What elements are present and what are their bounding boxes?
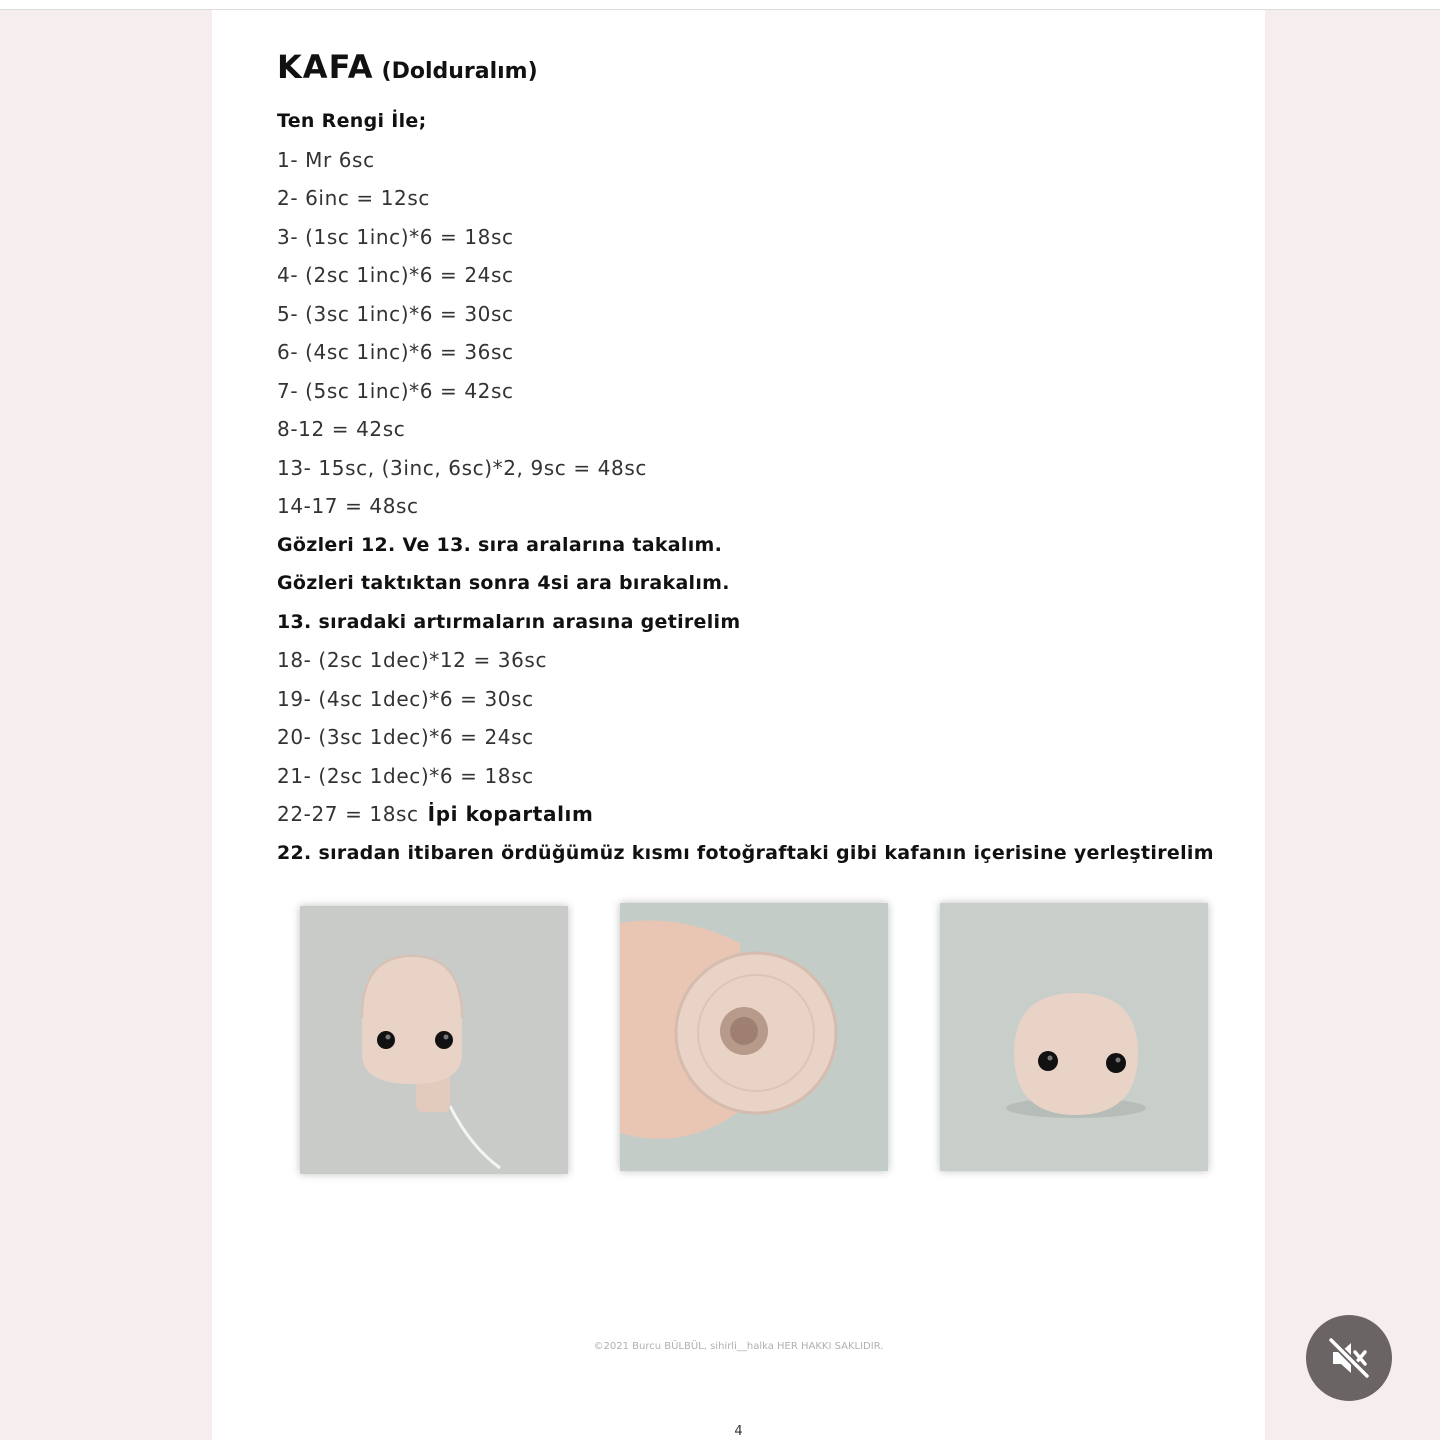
top-divider bbox=[0, 0, 1440, 10]
instruction-line bbox=[277, 526, 1262, 565]
instruction-line bbox=[277, 564, 1262, 603]
instruction-line bbox=[277, 295, 1262, 334]
instruction-line bbox=[277, 333, 1262, 372]
speaker-muted-icon bbox=[1327, 1336, 1371, 1380]
instruction-text: Gözleri taktıktan sonra 4si ara bırakalım. bbox=[277, 572, 730, 594]
instruction-line bbox=[277, 680, 1262, 719]
instruction-text: 22-27 = 18sc bbox=[277, 802, 419, 826]
instruction-text: 14-17 = 48sc bbox=[277, 494, 419, 518]
instruction-line bbox=[277, 179, 1262, 218]
instruction-text: 4- (2sc 1inc)*6 = 24sc bbox=[277, 263, 514, 287]
instruction-text: 7- (5sc 1inc)*6 = 42sc bbox=[277, 378, 514, 403]
instruction-line bbox=[277, 256, 1262, 295]
section-title bbox=[277, 48, 538, 86]
instruction-text: 22. sıradan itibaren ördüğümüz kısmı fotoğraftaki gibi kafanın içerisine yerleştirelim bbox=[277, 841, 1214, 864]
instruction-text: Ten Rengi İle; bbox=[277, 110, 427, 132]
title-text: KAFA bbox=[277, 48, 374, 86]
instruction-text: 8-12 = 42sc bbox=[277, 417, 406, 441]
instruction-text: 19- (4sc 1dec)*6 = 30sc bbox=[277, 686, 534, 711]
instruction-text: 5- (3sc 1inc)*6 = 30sc bbox=[277, 301, 514, 326]
document-page bbox=[212, 10, 1265, 1440]
instruction-line bbox=[277, 141, 1262, 180]
instruction-text: 3- (1sc 1inc)*6 = 18sc bbox=[277, 224, 514, 249]
photo-head-with-neck bbox=[300, 906, 568, 1174]
instruction-text: 21- (2sc 1dec)*6 = 18sc bbox=[277, 763, 534, 788]
instruction-text: 2- 6inc = 12sc bbox=[277, 186, 430, 210]
instruction-line bbox=[277, 218, 1262, 257]
instruction-line bbox=[277, 641, 1262, 680]
instruction-line bbox=[277, 795, 1262, 834]
mute-button[interactable] bbox=[1306, 1315, 1392, 1401]
instruction-text: 20- (3sc 1dec)*6 = 24sc bbox=[277, 725, 534, 749]
instruction-line bbox=[277, 757, 1262, 796]
instruction-note: İpi kopartalım bbox=[427, 802, 594, 826]
instruction-text: 1- Mr 6sc bbox=[277, 147, 375, 172]
photo-finished-head bbox=[940, 903, 1208, 1171]
instruction-text: 18- (2sc 1dec)*12 = 36sc bbox=[277, 648, 548, 672]
instruction-line bbox=[277, 372, 1262, 411]
instruction-line bbox=[277, 603, 1262, 642]
instruction-text: Gözleri 12. Ve 13. sıra aralarına takalım. bbox=[277, 533, 723, 556]
instruction-line bbox=[277, 449, 1262, 488]
title-subtitle: (Dolduralım) bbox=[381, 59, 538, 84]
copyright-footer: ©2021 Burcu BÜLBÜL, sihirli__halka HER HAKKI SAKLIDIR. bbox=[593, 1341, 884, 1352]
instruction-line bbox=[277, 102, 1262, 141]
photo-head-inside-view bbox=[620, 903, 888, 1171]
instruction-line bbox=[277, 834, 1262, 873]
instruction-list bbox=[277, 102, 1262, 872]
instruction-text: 13- 15sc, (3inc, 6sc)*2, 9sc = 48sc bbox=[277, 455, 647, 480]
instruction-line bbox=[277, 410, 1262, 449]
instruction-text: 13. sıradaki artırmaların arasına getirelim bbox=[277, 610, 741, 633]
instruction-line bbox=[277, 718, 1262, 757]
instruction-line bbox=[277, 487, 1262, 526]
page-number: 4 bbox=[734, 1424, 743, 1439]
instruction-text: 6- (4sc 1inc)*6 = 36sc bbox=[277, 340, 514, 364]
